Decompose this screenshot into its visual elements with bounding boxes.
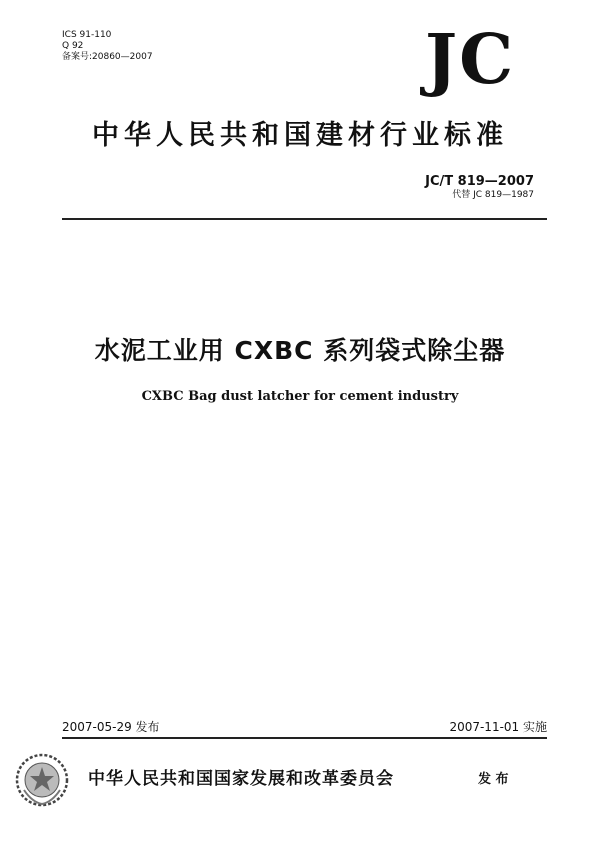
standard-code: JC/T 819—2007 [425, 174, 534, 189]
implementation-date: 2007-11-01 实施 [449, 720, 547, 734]
jc-logo: JC [425, 20, 516, 100]
issue-date: 2007-05-29 发布 [62, 720, 160, 734]
standard-title: 中华人民共和国建材行业标准 [92, 120, 508, 151]
record-number: 备案号:20860—2007 [62, 52, 153, 62]
national-emblem-icon [14, 752, 70, 808]
bottom-divider [62, 737, 547, 739]
publish-label: 发 布 [478, 772, 509, 787]
replaces-code: 代替 JC 819—1987 [452, 190, 534, 200]
document-meta [62, 30, 153, 63]
classification-code: Q 92 [62, 41, 84, 51]
standard-code-block [425, 174, 534, 201]
document-title-english: CXBC Bag dust latcher for cement industry [141, 389, 459, 404]
ics-code: ICS 91-110 [62, 30, 112, 40]
document-title-chinese: 水泥工业用 CXBC 系列袋式除尘器 [94, 336, 506, 365]
top-divider [62, 218, 547, 220]
issuing-authority: 中华人民共和国国家发展和改革委员会 [88, 769, 394, 789]
